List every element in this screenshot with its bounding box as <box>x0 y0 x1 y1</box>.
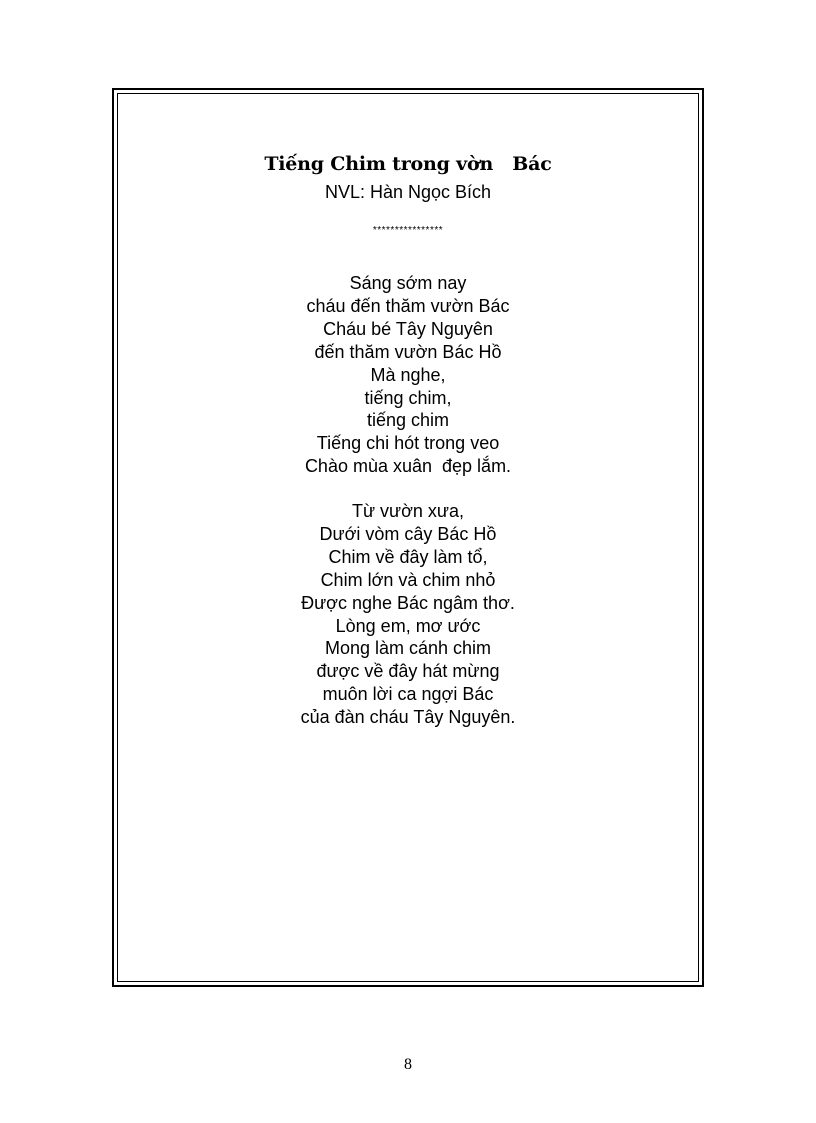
poem-line: Mong làm cánh chim <box>324 638 492 659</box>
separator: **************** <box>372 225 444 236</box>
poem-line: Cháu bé Tây Nguyên <box>323 318 493 339</box>
poem-line: Sáng sớm nay <box>349 273 467 293</box>
page-number: 8 <box>404 1056 412 1073</box>
stanza-1 <box>0 272 816 478</box>
poem-line: Lòng em, mơ ước <box>335 615 481 636</box>
poem-line: cháu đến thăm vườn Bác <box>306 295 510 316</box>
poem-line: Chim về đây làm tổ, <box>328 546 488 567</box>
poem-line: tiếng chim <box>366 410 450 431</box>
poem-line: của đàn cháu Tây Nguyên. <box>300 707 516 728</box>
poem-line: Dưới vòm cây Bác Hồ <box>319 523 497 544</box>
poem-author: NVL: Hàn Ngọc Bích <box>324 182 492 202</box>
poem-line: Mà nghe, <box>370 364 446 385</box>
poem-line: Chào mùa xuân đẹp lắm. <box>304 456 512 477</box>
stanza-2 <box>0 500 816 729</box>
poem-line: đến thăm vườn Bác Hồ <box>314 341 502 362</box>
poem-line: Tiếng chi hót trong veo <box>316 433 500 454</box>
poem-line: muôn lời ca ngợi Bác <box>322 684 494 705</box>
poem-title: Tiếng Chim trong vờn Bác <box>264 153 552 175</box>
poem-line: tiếng chim, <box>364 387 452 408</box>
poem-line: Chim lớn và chim nhỏ <box>320 569 496 590</box>
poem-line: Được nghe Bác ngâm thơ. <box>301 592 515 613</box>
poem-line: Từ vườn xưa, <box>352 501 464 521</box>
poem-line: được về đây hát mừng <box>316 661 500 682</box>
